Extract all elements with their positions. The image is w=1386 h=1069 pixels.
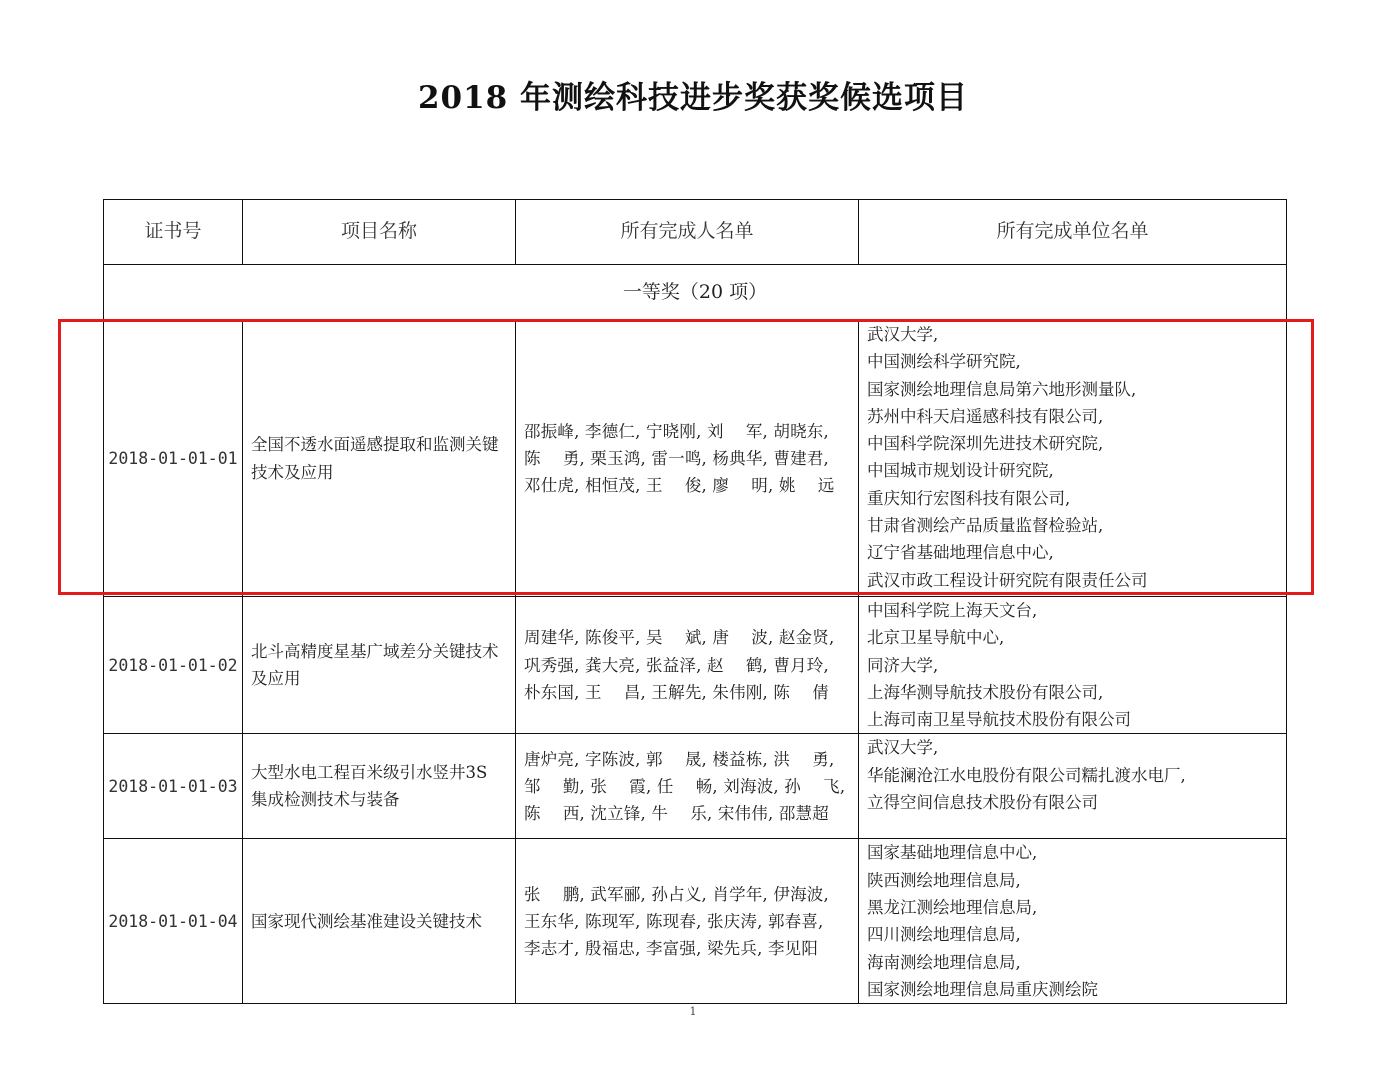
unit-item: 上海华测导航技术股份有限公司,	[867, 682, 1104, 702]
unit-item: 国家基础地理信息中心,	[867, 843, 1038, 863]
project-name: 国家现代测绘基准建设关键技术	[243, 839, 516, 1004]
table-row	[104, 839, 1287, 1004]
unit-item: 陕西测绘地理信息局,	[867, 870, 1021, 890]
awards-table	[103, 199, 1287, 1004]
unit-item: 中国城市规划设计研究院,	[867, 461, 1054, 481]
unit-item: 海南测绘地理信息局,	[867, 952, 1021, 972]
unit-item: 上海司南卫星导航技术股份有限公司	[867, 710, 1131, 730]
section-title: 一等奖（20 项）	[104, 265, 1287, 321]
unit-item: 武汉大学,	[867, 738, 939, 758]
table-row	[104, 321, 1287, 597]
units-list	[859, 734, 1287, 839]
project-name: 北斗高精度星基广域差分关键技术及应用	[243, 597, 516, 734]
unit-item: 国家测绘地理信息局第六地形测量队,	[867, 379, 1137, 399]
unit-item: 北京卫星导航中心,	[867, 628, 1005, 648]
unit-item: 武汉大学,	[867, 325, 939, 344]
unit-item: 重庆知行宏图科技有限公司,	[867, 488, 1071, 508]
completers-list: 邵振峰, 李德仁, 宁晓刚, 刘 军, 胡晓东, 陈 勇, 栗玉鸿, 雷一鸣, 杨典华, 曹建君, 邓仕虎, 相恒茂, 王 俊, 廖 明, 姚 远	[516, 321, 859, 597]
cert-number: 2018-01-01-01	[104, 321, 243, 597]
unit-item: 辽宁省基础地理信息中心,	[867, 543, 1054, 563]
units-list	[859, 321, 1287, 597]
completers-list: 周建华, 陈俊平, 吴 斌, 唐 波, 赵金贤, 巩秀强, 龚大亮, 张益泽, 赵 鹤, 曹月玲, 朴东国, 王 昌, 王解先, 朱伟刚, 陈 倩	[516, 597, 859, 734]
unit-item: 国家测绘地理信息局重庆测绘院	[867, 979, 1098, 999]
table-row	[104, 734, 1287, 839]
header-completers: 所有完成人名单	[516, 200, 859, 265]
unit-item: 华能澜沧江水电股份有限公司糯扎渡水电厂,	[867, 765, 1186, 785]
project-name: 大型水电工程百米级引水竖井3S 集成检测技术与装备	[243, 734, 516, 839]
unit-item: 苏州中科天启遥感科技有限公司,	[867, 406, 1104, 426]
unit-item: 中国科学院上海天文台,	[867, 601, 1038, 620]
unit-item: 甘肃省测绘产品质量监督检验站,	[867, 516, 1104, 536]
unit-item: 中国测绘科学研究院,	[867, 352, 1021, 372]
units-list	[859, 839, 1287, 1004]
header-cert-number: 证书号	[104, 200, 243, 265]
unit-item: 黑龙江测绘地理信息局,	[867, 898, 1038, 918]
cert-number: 2018-01-01-03	[104, 734, 243, 839]
section-row	[104, 265, 1287, 321]
header-project-name: 项目名称	[243, 200, 516, 265]
completers-list: 唐炉亮, 字陈波, 郭 晟, 楼益栋, 洪 勇, 邹 勤, 张 霞, 任 畅, 刘海波, 孙 飞, 陈 西, 沈立锋, 牛 乐, 宋伟伟, 邵慧超	[516, 734, 859, 839]
unit-item: 中国科学院深圳先进技术研究院,	[867, 434, 1104, 454]
unit-item: 武汉市政工程设计研究院有限责任公司	[867, 570, 1148, 590]
cert-number: 2018-01-01-02	[104, 597, 243, 734]
page-title: 2018 年测绘科技进步奖获奖候选项目	[417, 80, 969, 116]
completers-list: 张 鹏, 武军郦, 孙占义, 肖学年, 伊海波, 王东华, 陈现军, 陈现春, 张庆涛, 郭春喜, 李志才, 殷福忠, 李富强, 梁先兵, 李见阳	[516, 839, 859, 1004]
header-units: 所有完成单位名单	[859, 200, 1287, 265]
unit-item: 四川测绘地理信息局,	[867, 925, 1021, 945]
table-row	[104, 597, 1287, 734]
page-number: 1	[689, 1005, 697, 1018]
units-list	[859, 597, 1287, 734]
unit-item: 立得空间信息技术股份有限公司	[867, 793, 1098, 813]
unit-item: 同济大学,	[867, 655, 939, 675]
cert-number: 2018-01-01-04	[104, 839, 243, 1004]
table-header-row	[104, 200, 1287, 265]
project-name: 全国不透水面遥感提取和监测关键技术及应用	[243, 321, 516, 597]
